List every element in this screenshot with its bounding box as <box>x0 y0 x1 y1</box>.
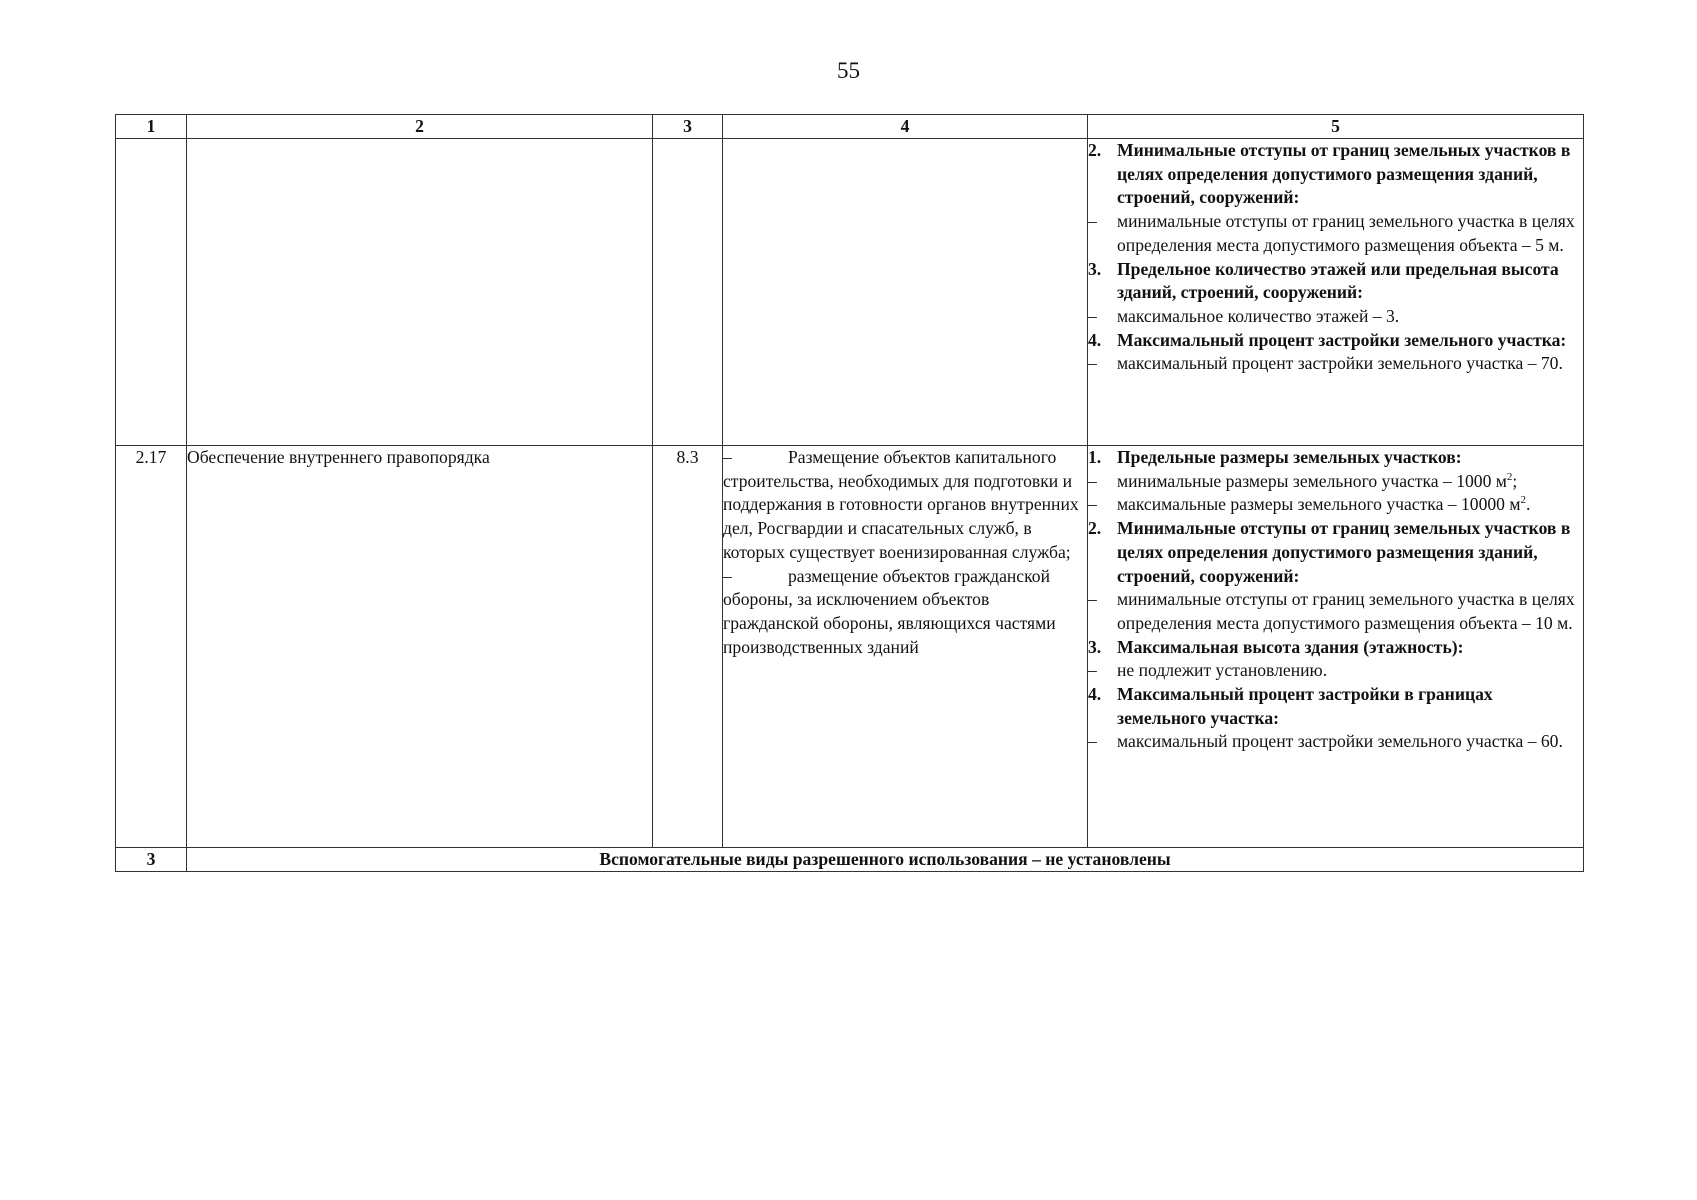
superscript: 2 <box>1506 470 1513 483</box>
header-col-1: 1 <box>116 115 187 139</box>
list-item <box>1088 139 1583 210</box>
item-number: 2. <box>1088 518 1102 539</box>
cell-section-note: Вспомогательные виды разрешенного использования – не установлены <box>187 848 1584 872</box>
list-item <box>1088 683 1583 730</box>
item-text: максимальный процент застройки земельного участка – 60. <box>1117 731 1563 752</box>
item-text-wrap <box>1117 470 1583 494</box>
list-item <box>1088 305 1583 329</box>
item-dash: – <box>1088 731 1097 752</box>
regulations-table <box>115 114 1584 872</box>
list-item <box>1088 588 1583 635</box>
cell-number: 2.17 <box>116 446 187 848</box>
item-dash: – <box>1088 353 1097 374</box>
table-row <box>116 139 1584 446</box>
item-text: максимальное количество этажей – 3. <box>1117 305 1400 326</box>
list-item <box>1088 636 1583 660</box>
cell-code: 8.3 <box>653 446 723 848</box>
cell-empty <box>116 139 187 446</box>
item-number: 4. <box>1088 684 1102 705</box>
item-lead: Размещение объектов <box>788 447 951 467</box>
item-number: 1. <box>1088 447 1102 467</box>
item-text: Максимальный процент застройки в границах земельного участка: <box>1117 684 1493 728</box>
item-text: Минимальные отступы от границ земельных участков в целях определения допустимого размещения зданий, строений, сооружений: <box>1117 140 1571 208</box>
header-col-4: 4 <box>723 115 1088 139</box>
description-item <box>723 446 1087 565</box>
list-item <box>1088 517 1583 588</box>
list-item <box>1088 493 1583 517</box>
item-number: 3. <box>1088 636 1102 657</box>
item-dash: – <box>1088 494 1097 515</box>
description-item <box>723 565 1087 660</box>
header-col-2: 2 <box>187 115 653 139</box>
item-text: Максимальный процент застройки земельного участка: <box>1117 329 1567 350</box>
item-text: Максимальная высота здания (этажность): <box>1117 636 1464 657</box>
cell-empty <box>653 139 723 446</box>
list-item <box>1088 446 1583 470</box>
superscript: 2 <box>1520 494 1526 507</box>
item-dash: – <box>1088 660 1097 681</box>
cell-empty <box>187 139 653 446</box>
item-dash: – <box>723 447 732 467</box>
cell-parameters <box>1088 139 1584 446</box>
item-dash: – <box>1088 305 1097 326</box>
item-text: максимальные размеры земельного участка – 10000 м <box>1117 494 1521 515</box>
list-item <box>1088 258 1583 305</box>
list-item <box>1088 730 1583 754</box>
header-col-3: 3 <box>653 115 723 139</box>
item-text-wrap <box>1117 493 1583 517</box>
item-text: не подлежит установлению. <box>1117 660 1328 681</box>
item-number: 3. <box>1088 258 1102 279</box>
item-text: минимальные отступы от границ земельного участка в целях определения места допустимого размещения объекта – 5 м. <box>1117 211 1575 255</box>
table-header-row <box>116 115 1584 139</box>
item-text: капитального строительства, необходимых для подготовки и поддержания в готовности органов внутренних дел, Росгвардии и спасательных служб, в которых существует военизированная служба; <box>723 447 1079 562</box>
cell-description <box>723 446 1088 848</box>
cell-empty <box>723 139 1088 446</box>
item-text: Предельное количество этажей или предельная высота зданий, строений, сооружений: <box>1117 258 1559 303</box>
list-item <box>1088 352 1583 376</box>
table-row <box>116 446 1584 848</box>
item-text: гражданской обороны, за исключением объектов гражданской обороны, являющихся частями производственных зданий <box>723 565 1056 657</box>
item-dash: – <box>723 565 732 586</box>
list-item <box>1088 210 1583 257</box>
item-dash: – <box>1088 470 1097 491</box>
header-col-5: 5 <box>1088 115 1584 139</box>
list-item <box>1088 329 1583 353</box>
item-text: минимальные размеры земельного участка – 1000 м <box>1117 470 1507 491</box>
item-dash: – <box>1088 211 1097 232</box>
item-text: Минимальные отступы от границ земельных участков в целях определения допустимого размещения зданий, строений, сооружений: <box>1117 518 1571 586</box>
list-item <box>1088 659 1583 683</box>
item-tail: . <box>1526 494 1531 515</box>
cell-usage-name: Обеспечение внутреннего правопорядка <box>187 446 653 848</box>
table-row <box>116 848 1584 872</box>
item-dash: – <box>1088 589 1097 610</box>
item-text: максимальный процент застройки земельного участка – 70. <box>1117 353 1563 374</box>
page-number: 55 <box>837 58 860 83</box>
item-number: 2. <box>1088 140 1102 160</box>
item-tail: ; <box>1512 470 1518 491</box>
cell-parameters <box>1088 446 1584 848</box>
item-text: минимальные отступы от границ земельного участка в целях определения места допустимого размещения объекта – 10 м. <box>1117 589 1575 633</box>
cell-number: 3 <box>116 848 187 872</box>
item-lead: размещение объектов <box>788 565 950 586</box>
list-item <box>1088 470 1583 494</box>
item-number: 4. <box>1088 329 1102 350</box>
item-text: Предельные размеры земельных участков: <box>1117 447 1462 467</box>
